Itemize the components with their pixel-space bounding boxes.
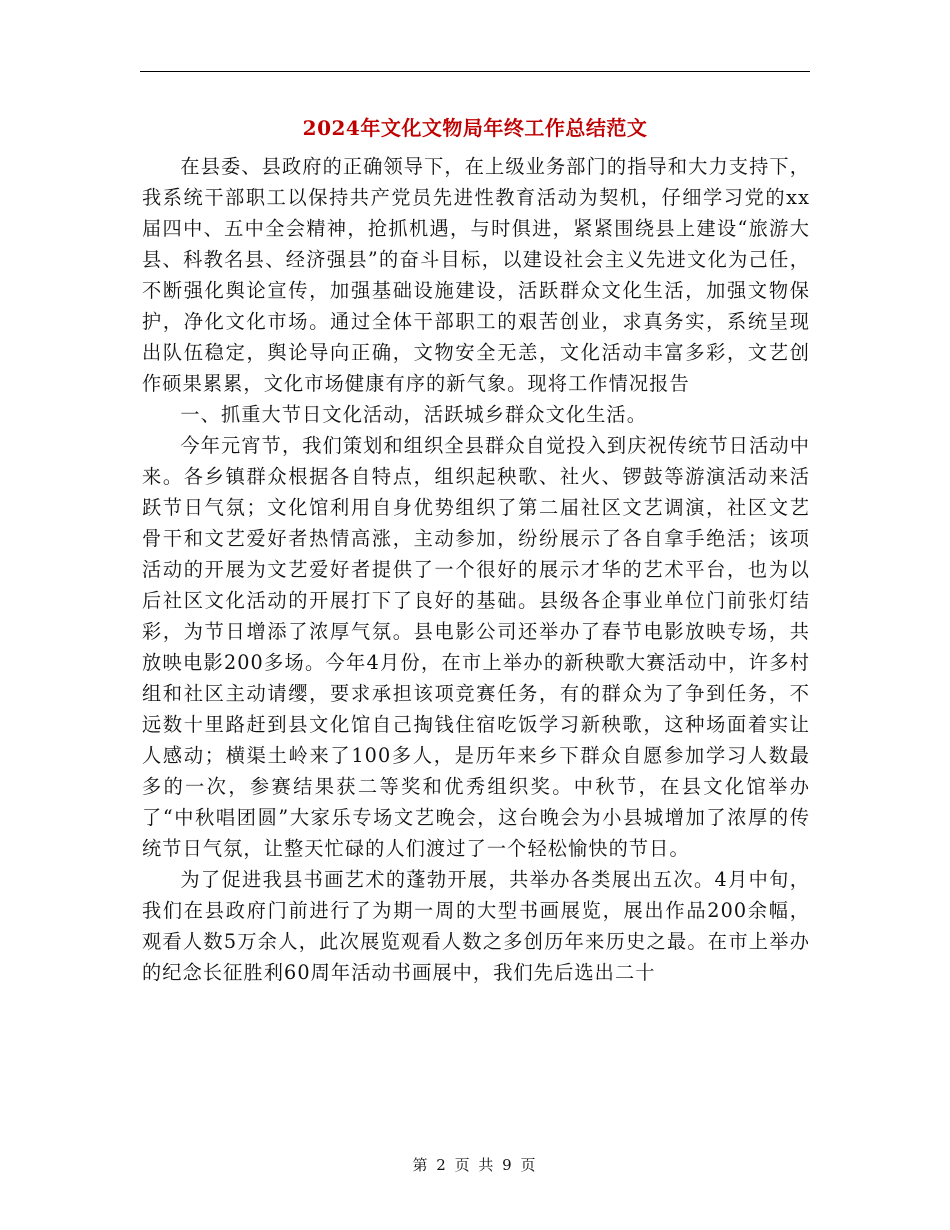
paragraph-festivals: 今年元宵节，我们策划和组织全县群众自觉投入到庆祝传统节日活动中来。各乡镇群众根据各自特点，组织起秧歌、社火、锣鼓等游演活动来活跃节日气氛；文化馆利用自身优势组织了第二届社区文艺调演，社区文艺骨干和文艺爱好者热情高涨，主动参加，纷纷展示了各自拿手绝活；该项活动的开展为文艺爱好者提供了一个很好的展示才华的艺术平台，也为以后社区文化活动的开展打下了良好的基础。县级各企事业单位门前张灯结彩，为节日增添了浓厚气氛。县电影公司还举办了春节电影放映专场，共放映电影200多场。今年4月份，在市上举办的新秧歌大赛活动中，许多村组和社区主动请缨，要求承担该项竞赛任务，有的群众为了争到任务，不远数十里路赶到县文化馆自己掏钱住宿吃饭学习新秧歌，这种场面着实让人感动；横渠土岭来了100多人，是历年来乡下群众自愿参加学习人数最多的一次，参赛结果获二等奖和优秀组织奖。中秋节，在县文化馆举办了“中秋唱团圆”大家乐专场文艺晚会，这台晚会为小县城增加了浓厚的传统节日气氛，让整天忙碌的人们渡过了一个轻松愉快的节日。 [142,434,810,860]
document-title: 2024年文化文物局年终工作总结范文 [302,116,648,140]
section-heading-1: 一、抓重大节日文化活动，活跃城乡群众文化生活。 [180,403,648,426]
page-number-footer: 第 2 页 共 9 页 [412,1156,538,1174]
paragraph-exhibitions: 为了促进我县书画艺术的蓬勃开展，共举办各类展出五次。4月中旬，我们在县政府门前进行了为期一周的大型书画展览，展出作品200余幅，观看人数5万余人，此次展览观看人数之多创历年来历史之最。在市上举办的纪念长征胜利60周年活动书画展中，我们先后选出二十 [142,868,810,984]
document-body [142,151,810,988]
paragraph-intro: 在县委、县政府的正确领导下，在上级业务部门的指导和大力支持下，我系统干部职工以保持共产党员先进性教育活动为契机，仔细学习党的xx届四中、五中全会精神，抢抓机遇，与时俱进，紧紧围绕县上建设“旅游大县、科教名县、经济强县”的奋斗目标，以建设社会主义先进文化为己任，不断强化舆论宣传，加强基础设施建设，活跃群众文化生活，加强文物保护，净化文化市场。通过全体干部职工的艰苦创业，求真务实，系统呈现出队伍稳定，舆论导向正确，文物安全无恙，文化活动丰富多彩，文艺创作硕果累累，文化市场健康有序的新气象。现将工作情况报告 [142,155,810,395]
header-rule [140,71,810,72]
